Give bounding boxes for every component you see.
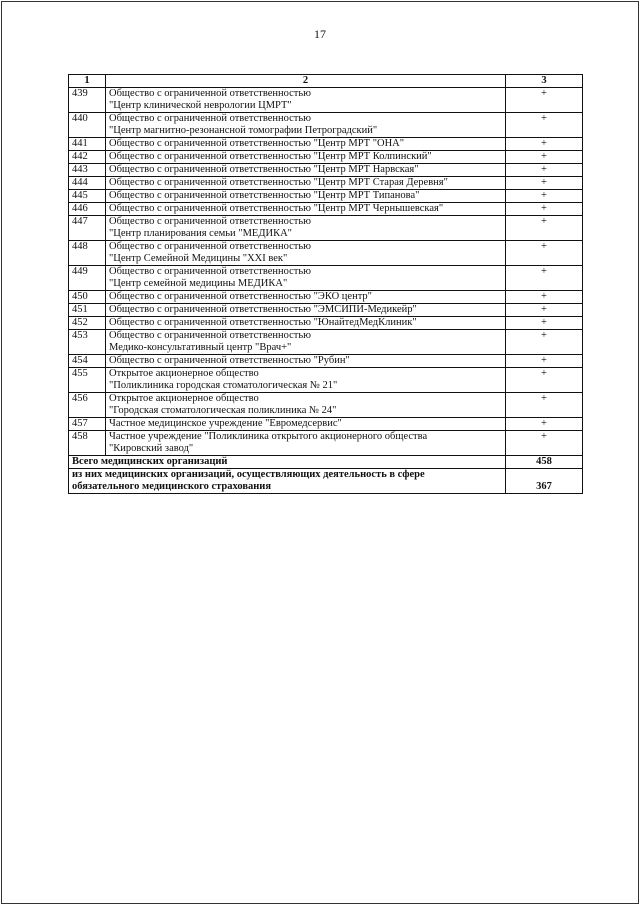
- organization-name: [106, 88, 506, 113]
- table-row: [69, 88, 583, 113]
- row-number: 451: [69, 304, 106, 317]
- table-row: [69, 431, 583, 456]
- oms-mark: +: [506, 203, 583, 216]
- oms-mark: +: [506, 138, 583, 151]
- table-row: [69, 393, 583, 418]
- table-row: [69, 304, 583, 317]
- organization-name-line: "Центр Семейной Медицины "XXI век": [109, 253, 288, 264]
- row-number: 442: [69, 151, 106, 164]
- table-row: [69, 241, 583, 266]
- oms-mark: +: [506, 164, 583, 177]
- table-row: [69, 216, 583, 241]
- organization-name: [106, 138, 506, 151]
- organization-name-line: Общество с ограниченной ответственностью: [109, 266, 312, 277]
- organization-name-line: Общество с ограниченной ответственностью: [109, 241, 312, 252]
- table-row: [69, 113, 583, 138]
- oms-mark: +: [506, 418, 583, 431]
- organization-name-line: Общество с ограниченной ответственностью: [109, 88, 312, 99]
- organization-name: [106, 317, 506, 330]
- table-row: [69, 151, 583, 164]
- organization-name-line: "Центр планирования семьи "МЕДИКА": [109, 228, 292, 239]
- summary-label: [69, 469, 506, 494]
- column-header-number: 1: [69, 75, 106, 88]
- summary-value: 458: [506, 456, 583, 469]
- oms-mark: +: [506, 190, 583, 203]
- summary-label-line: обязательного медицинского страхования: [72, 481, 272, 492]
- oms-mark: +: [506, 431, 583, 456]
- table-row: [69, 203, 583, 216]
- organization-name-line: Частное учреждение "Поликлиника открытого акционерного общества: [109, 431, 428, 442]
- organization-name-line: Открытое акционерное общество: [109, 368, 259, 379]
- organization-name-line: Общество с ограниченной ответственностью: [109, 216, 312, 227]
- organization-name-line: Общество с ограниченной ответственностью "ЮнайтедМедКлиник": [109, 317, 417, 328]
- table-row: [69, 177, 583, 190]
- organization-name-line: "Центр клинической неврологии ЦМРТ": [109, 100, 292, 111]
- organization-name-line: "Центр семейной медицины МЕДИКА": [109, 278, 288, 289]
- summary-value: 367: [506, 469, 583, 494]
- organization-name: [106, 164, 506, 177]
- table-row: [69, 368, 583, 393]
- oms-mark: +: [506, 88, 583, 113]
- oms-mark: +: [506, 291, 583, 304]
- table-row: [69, 317, 583, 330]
- row-number: 444: [69, 177, 106, 190]
- row-number: 450: [69, 291, 106, 304]
- column-header-name: 2: [106, 75, 506, 88]
- organization-name-line: Общество с ограниченной ответственностью "Рубин": [109, 355, 350, 366]
- oms-mark: +: [506, 317, 583, 330]
- oms-mark: +: [506, 151, 583, 164]
- table-header-row: [69, 75, 583, 88]
- page-number: 17: [314, 27, 326, 41]
- row-number: 439: [69, 88, 106, 113]
- organization-name: [106, 330, 506, 355]
- row-number: 458: [69, 431, 106, 456]
- row-number: 443: [69, 164, 106, 177]
- oms-mark: +: [506, 393, 583, 418]
- organization-name-line: "Городская стоматологическая поликлиника № 24": [109, 405, 337, 416]
- organization-name-line: Общество с ограниченной ответственностью "Центр МРТ Старая Деревня": [109, 177, 448, 188]
- organization-name: [106, 241, 506, 266]
- summary-row: [69, 469, 583, 494]
- organization-name: [106, 113, 506, 138]
- column-header-oms: 3: [506, 75, 583, 88]
- row-number: 449: [69, 266, 106, 291]
- oms-mark: +: [506, 241, 583, 266]
- organization-name-line: Открытое акционерное общество: [109, 393, 259, 404]
- organization-name: [106, 151, 506, 164]
- organization-name-line: Общество с ограниченной ответственностью: [109, 113, 312, 124]
- table-row: [69, 266, 583, 291]
- organization-name-line: Общество с ограниченной ответственностью "Центр МРТ Типанова": [109, 190, 420, 201]
- organization-name: [106, 177, 506, 190]
- organization-name: [106, 368, 506, 393]
- oms-mark: +: [506, 304, 583, 317]
- oms-mark: +: [506, 216, 583, 241]
- row-number: 445: [69, 190, 106, 203]
- row-number: 454: [69, 355, 106, 368]
- oms-mark: +: [506, 266, 583, 291]
- summary-label-line: Всего медицинских организаций: [72, 456, 228, 467]
- organization-name: [106, 291, 506, 304]
- organization-name-line: Общество с ограниченной ответственностью "Центр МРТ "ОНА": [109, 138, 405, 149]
- table-row: [69, 138, 583, 151]
- table-body: [69, 88, 583, 494]
- row-number: 446: [69, 203, 106, 216]
- row-number: 447: [69, 216, 106, 241]
- row-number: 452: [69, 317, 106, 330]
- organization-name-line: Общество с ограниченной ответственностью "ЭКО центр": [109, 291, 372, 302]
- oms-mark: +: [506, 330, 583, 355]
- organization-name-line: Общество с ограниченной ответственностью "Центр МРТ Колпинский": [109, 151, 432, 162]
- row-number: 448: [69, 241, 106, 266]
- organization-name-line: Общество с ограниченной ответственностью: [109, 330, 312, 341]
- organization-name-line: Медико-консультативный центр "Врач+": [109, 342, 292, 353]
- organization-name-line: "Кировский завод": [109, 443, 194, 454]
- oms-mark: +: [506, 177, 583, 190]
- table-row: [69, 291, 583, 304]
- oms-mark: +: [506, 355, 583, 368]
- organization-name: [106, 203, 506, 216]
- organization-name: [106, 393, 506, 418]
- organization-name: [106, 216, 506, 241]
- organization-name: [106, 355, 506, 368]
- table-row: [69, 164, 583, 177]
- organization-name: [106, 266, 506, 291]
- row-number: 453: [69, 330, 106, 355]
- oms-mark: +: [506, 368, 583, 393]
- organization-name-line: Общество с ограниченной ответственностью "Центр МРТ Чернышевская": [109, 203, 444, 214]
- organization-name: [106, 304, 506, 317]
- organization-name-line: Общество с ограниченной ответственностью "ЭМСИПИ-Медикейр": [109, 304, 417, 315]
- row-number: 440: [69, 113, 106, 138]
- table-row: [69, 418, 583, 431]
- organization-name-line: Общество с ограниченной ответственностью "Центр МРТ Нарвская": [109, 164, 419, 175]
- table-row: [69, 355, 583, 368]
- organizations-table: [68, 74, 583, 494]
- row-number: 456: [69, 393, 106, 418]
- organization-name-line: "Центр магнитно-резонансной томографии Петроградский": [109, 125, 378, 136]
- row-number: 457: [69, 418, 106, 431]
- oms-mark: +: [506, 113, 583, 138]
- table-row: [69, 190, 583, 203]
- summary-label: [69, 456, 506, 469]
- table-row: [69, 330, 583, 355]
- row-number: 441: [69, 138, 106, 151]
- summary-row: [69, 456, 583, 469]
- organization-name-line: "Поликлиника городская стоматологическая № 21": [109, 380, 338, 391]
- organization-name: [106, 418, 506, 431]
- organization-name: [106, 431, 506, 456]
- summary-label-line: из них медицинских организаций, осуществляющих деятельность в сфере: [72, 469, 425, 480]
- organization-name-line: Частное медицинское учреждение "Евромедсервис": [109, 418, 342, 429]
- row-number: 455: [69, 368, 106, 393]
- organization-name: [106, 190, 506, 203]
